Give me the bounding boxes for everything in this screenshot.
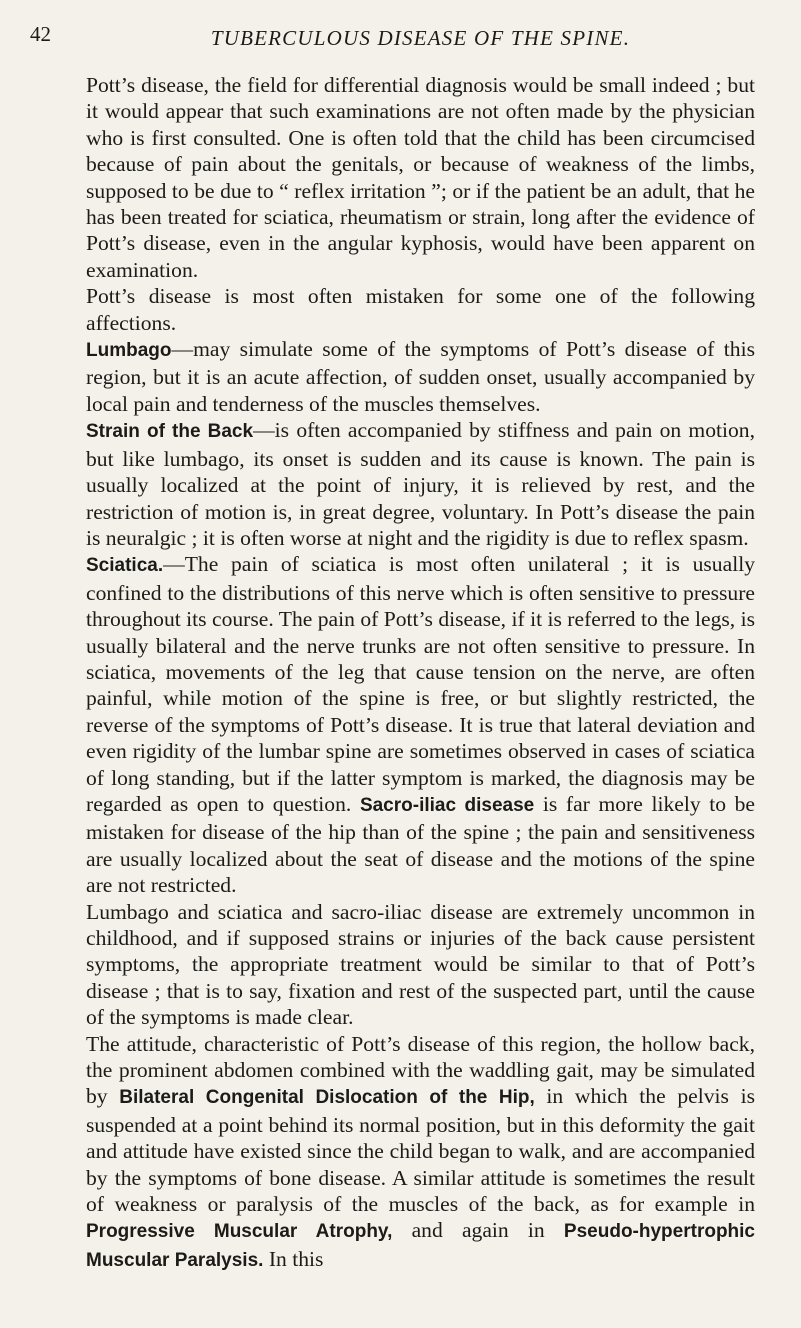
paragraph-text: Pott’s disease, the field for differential diagnosis would be small indeed ; but it would appear that such examinations are not often made by the physician who is first consulted. One is often told that the child has been circumcised because of pain about the genitals, or because of weakness of the limbs, supposed to be due to “ reflex irritation ”; or if the patient be an adult, that he has been treated for sciatica, rheumatism or strain, long after the evidence of Pott’s disease, even in the angular kyphosis, would have been apparent on examination. (86, 73, 755, 282)
term-lumbago: Lumbago (86, 340, 172, 362)
page-number: 42 (30, 22, 51, 46)
paragraph-text: —The pain of sciatica is most often unilateral ; it is usually confined to the distributions of this nerve which is often sensitive to pressure throughout its course. The pain of Pott’s disease, if it is referred to the legs, is usually bilateral and the nerve trunks are not often sensitive to pressure. In sciatica, movements of the leg that cause tension on the nerve, are often painful, while motion of the spine is free, or but slightly restricted, the reverse of the symptoms of Pott’s disease. It is true that lateral deviation and even rigidity of the lumbar spine are sometimes observed in cases of sciatica of long standing, but if the latter symptom is marked, the diagnosis may be regarded as open to question. (86, 552, 755, 816)
term-pseudo-hypertrophic-paralysis: Pseudo-hypertrophic Muscular Paralysis. (86, 1221, 755, 1271)
term-sciatica: Sciatica. (86, 555, 164, 577)
paragraph-attitude (86, 1031, 755, 1275)
paragraph-text: —may simulate some of the symptoms of Pott’s disease of this region, but it is an acute affection, of sudden onset, usually accompanied by local pain and tenderness of the muscles themselves. (86, 337, 755, 416)
term-progressive-muscular-atrophy: Progressive Muscular Atrophy, (86, 1221, 393, 1243)
paragraph-text: in which the pelvis is suspended at a point behind its normal position, but in this deformity the gait and attitude have existed since the child began to walk, and are accompanied by the symptoms of bone disease. A similar attitude is sometimes the result of weakness or paralysis of the muscles of the back, as for example in (86, 1084, 755, 1217)
paragraph-text: Lumbago and sciatica and sacro-iliac disease are extremely uncommon in childhood, and if supposed strains or injuries of the back cause persistent symptoms, the appropriate treatment would be similar to that of Pott’s disease ; that is to say, fixation and rest of the suspected part, until the cause of the symptoms is made clear. (86, 899, 755, 1030)
paragraph-text: Pott’s disease is most often mistaken for some one of the following affections. (86, 284, 755, 335)
paragraph-intro (86, 72, 755, 283)
paragraph-text: and again in (392, 1218, 564, 1243)
paragraph-text: —is often accompanied by stiffness and pain on motion, but like lumbago, its onset is sudden and its cause is known. The pain is usually localized at the point of injury, it is relieved by rest, and the restriction of motion is, in great degree, voluntary. In Pott’s disease the pain is neuralgic ; it is often worse at night and the rigidity is due to reflex spasm. (86, 418, 755, 550)
paragraph-sciatica (86, 551, 755, 898)
paragraph-strain-of-back (86, 417, 755, 551)
page-header (30, 22, 755, 54)
term-strain-of-the-back: Strain of the Back (86, 421, 254, 443)
term-sacro-iliac-disease: Sacro-iliac disease (359, 794, 535, 816)
paragraph-mistaken-for (86, 283, 755, 336)
paragraph-childhood (86, 899, 755, 1031)
body-text (86, 72, 755, 1274)
running-title: TUBERCULOUS DISEASE OF THE SPINE. (210, 26, 631, 50)
paragraph-text: The attitude, characteristic of Pott’s disease of this region, the hollow back, the prominent abdomen combined with the waddling gait, may be simulated by (86, 1031, 755, 1109)
paragraph-lumbago (86, 336, 755, 417)
paragraph-text: is far more likely to be mistaken for disease of the hip than of the spine ; the pain and sensitiveness are usually localized about the seat of disease and the motions of the spine are not restricted. (86, 791, 756, 898)
term-bilateral-congenital-dislocation: Bilateral Congenital Dislocation of the Hip, (119, 1087, 535, 1109)
paragraph-text: In this (263, 1246, 324, 1271)
